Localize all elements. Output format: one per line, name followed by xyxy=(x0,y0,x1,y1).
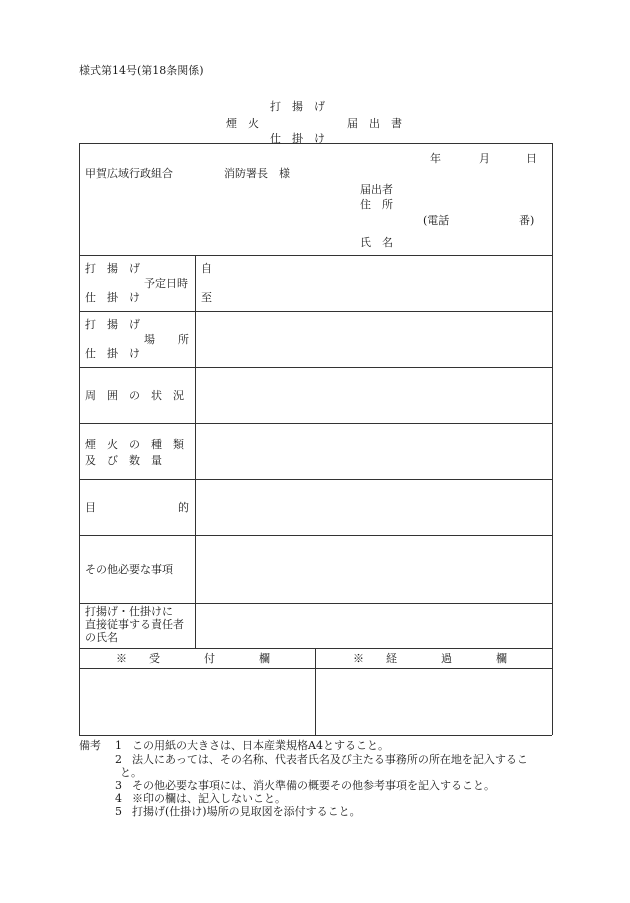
place-option-launch: 打 揚 げ xyxy=(85,318,140,331)
row-divider xyxy=(79,255,552,256)
address-field[interactable] xyxy=(405,196,545,212)
reception-box xyxy=(81,670,313,733)
row-divider xyxy=(79,423,552,424)
fireworks-quantity-label: 及 び 数 量 xyxy=(85,454,162,467)
phone-open-label: (電話 xyxy=(423,214,450,227)
responsible-field[interactable] xyxy=(197,605,550,646)
title-option-setpiece: 仕 掛 け xyxy=(270,132,325,145)
row-divider xyxy=(79,479,552,480)
responsible-label-line3: の氏名 xyxy=(85,631,118,644)
day-label: 日 xyxy=(526,152,537,165)
note-text: その他必要な事項には、消火準備の概要その他参考事項を記入すること。 xyxy=(132,779,495,792)
surroundings-label: 周 囲 の 状 況 xyxy=(85,389,184,402)
phone-field[interactable] xyxy=(455,212,515,228)
row-divider xyxy=(79,311,552,312)
fireworks-type-label: 煙 火 の 種 類 xyxy=(85,438,184,451)
fireworks-type-field[interactable] xyxy=(197,425,550,477)
responsible-label-line1: 打揚げ・仕掛けに xyxy=(85,605,173,618)
title-notification: 届 出 書 xyxy=(347,117,402,130)
name-field[interactable] xyxy=(405,234,545,250)
place-field[interactable] xyxy=(197,313,550,365)
address-label: 住 所 xyxy=(360,198,393,211)
schedule-field[interactable] xyxy=(215,257,550,309)
note-number: 4 xyxy=(115,792,122,805)
note-text: 打揚げ(仕掛け)場所の見取図を添付すること。 xyxy=(132,805,361,818)
table-top-border xyxy=(79,143,552,144)
row-divider xyxy=(79,367,552,368)
table-bottom-border xyxy=(79,735,552,736)
table-right-border xyxy=(552,143,553,735)
row-divider xyxy=(79,535,552,536)
note-text: 法人にあっては、その名称、代表者氏名及び主たる事務所の所在地を記入するこ xyxy=(132,753,528,766)
note-text: ※印の欄は、記入しないこと。 xyxy=(132,792,286,805)
schedule-option-launch: 打 揚 げ xyxy=(85,262,140,275)
note-number: 1 xyxy=(115,739,122,752)
schedule-option-setpiece: 仕 掛 け xyxy=(85,291,140,304)
form-number: 様式第14号(第18条関係) xyxy=(79,64,204,77)
note-text-continued: と。 xyxy=(120,766,142,779)
other-label: その他必要な事項 xyxy=(85,563,173,576)
purpose-label-b: 的 xyxy=(178,501,189,514)
progress-label: ※ 経 過 欄 xyxy=(353,652,507,665)
note-text: この用紙の大きさは、日本産業規格A4とすること。 xyxy=(132,739,389,752)
label-column-divider xyxy=(195,255,196,648)
place-label-b: 所 xyxy=(178,333,189,346)
name-label: 氏 名 xyxy=(360,236,393,249)
place-label-a: 場 xyxy=(144,333,155,346)
surroundings-field[interactable] xyxy=(197,369,550,421)
note-number: 5 xyxy=(115,805,122,818)
other-field[interactable] xyxy=(197,537,550,601)
schedule-to-label: 至 xyxy=(201,291,212,304)
purpose-field[interactable] xyxy=(197,481,550,533)
responsible-label-line2: 直接従事する責任者 xyxy=(85,618,184,631)
month-label: 月 xyxy=(479,152,490,165)
note-number: 3 xyxy=(115,779,122,792)
notes-heading: 備考 xyxy=(79,739,101,752)
place-option-setpiece: 仕 掛 け xyxy=(85,347,140,360)
row-divider xyxy=(79,603,552,604)
table-left-border xyxy=(79,143,80,735)
progress-box xyxy=(317,670,550,733)
title-fireworks: 煙 火 xyxy=(226,117,259,130)
reception-label: ※ 受 付 欄 xyxy=(116,652,270,665)
title-option-launch: 打 揚 げ xyxy=(270,100,325,113)
schedule-label: 予定日時 xyxy=(144,277,188,290)
schedule-from-label: 自 xyxy=(201,262,212,275)
addressee-title: 消防署長 様 xyxy=(224,167,290,180)
purpose-label-a: 目 xyxy=(85,501,96,514)
note-number: 2 xyxy=(115,753,122,766)
year-label: 年 xyxy=(430,152,441,165)
addressee-org: 甲賀広域行政組合 xyxy=(85,167,173,180)
phone-close-label: 番) xyxy=(519,214,535,227)
reception-progress-divider xyxy=(315,648,316,735)
notifier-label: 届出者 xyxy=(360,183,393,196)
